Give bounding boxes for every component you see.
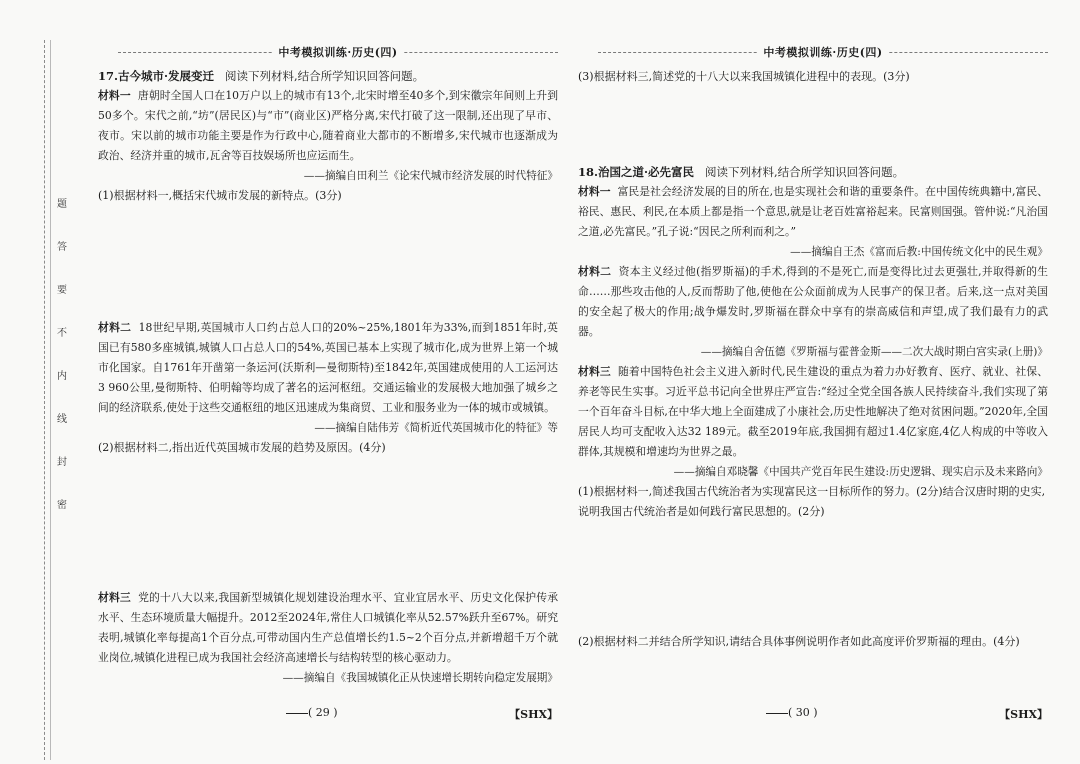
header-title: 中考模拟训练·历史(四) bbox=[757, 44, 888, 60]
q17-theme: 古今城市·发展变迁 bbox=[118, 69, 215, 83]
page-number-rule bbox=[766, 713, 788, 714]
q18-theme: 治国之道·必先富民 bbox=[598, 165, 695, 179]
q18-title bbox=[578, 163, 1048, 182]
q18-number: 18. bbox=[578, 165, 599, 179]
q17-material-3 bbox=[98, 588, 558, 668]
q18-material-2 bbox=[578, 262, 1048, 342]
q18-material-1 bbox=[578, 182, 1048, 242]
binding-char: 要 bbox=[57, 285, 67, 296]
answer-space[interactable] bbox=[98, 458, 558, 588]
material-label: 材料二 bbox=[578, 265, 612, 278]
right-page bbox=[578, 36, 1048, 652]
binding-margin-text bbox=[54, 200, 70, 511]
right-page-header bbox=[598, 36, 1048, 59]
binding-char: 题 bbox=[57, 199, 67, 210]
material-text: 党的十八大以来,我国新型城镇化规划建设治理水平、宜业宜居水平、历史文化保护传承水平、生态环境质量大幅提升。2012至2024年,常住人口城镇化率从52.57%跃升至67%。研究表明,城镇化率每提高1个百分点,可带动国内生产总值增长约1.5~2个百分点,并新增超千万个就业岗位,城镇化进程已成为我国社会经济高速增长与结构转型的核心驱动力。 bbox=[98, 591, 559, 664]
q17-material-2-source: ——摘编自陆伟芳《简析近代英国城市化的特征》等 bbox=[314, 422, 558, 434]
q17-number: 17. bbox=[98, 69, 119, 83]
q18-material-1-source: ——摘编自王杰《富而后教:中国传统文化中的民生观》 bbox=[790, 246, 1048, 258]
binding-dashed-line bbox=[44, 40, 46, 760]
q17-subquestion-3: (3)根据材料三,简述党的十八大以来我国城镇化进程中的表现。(3分) bbox=[578, 70, 910, 83]
q18-material-3-source: ——摘编自邓晓馨《中国共产党百年民生建设:历史逻辑、现实启示及未来路向》 bbox=[673, 466, 1048, 478]
q17-material-3-source: ——摘编自《我国城镇化正从快速增长期转向稳定发展期》 bbox=[282, 672, 558, 684]
binding-char: 线 bbox=[57, 414, 67, 425]
material-text: 随着中国特色社会主义进入新时代,民生建设的重点为着力办好教育、医疗、就业、社保、养老等民生实事。习近平总书记向全世界庄严宣告:“经过全党全国各族人民持续奋斗,我们实现了第一个百年奋斗目标,在中华大地上全面建成了小康社会,历史性地解决了绝对贫困问题。”2020年,全国居民人均可支配收入达32 189元。截至2019年底,我国拥有超过1.4亿家庭,4亿人构成的中等收入群体,其规模和增速均为世界之最。 bbox=[578, 365, 1049, 458]
q18-subquestion-1: (1)根据材料一,简述我国古代统治者为实现富民这一目标所作的努力。(2分)结合汉唐时期的史实,说明我国古代统治者是如何践行富民思想的。(2分) bbox=[578, 485, 1046, 518]
q17-subquestion-2: (2)根据材料二,指出近代英国城市发展的趋势及原因。(4分) bbox=[98, 441, 386, 454]
material-label: 材料三 bbox=[98, 591, 131, 604]
material-label: 材料二 bbox=[98, 321, 132, 334]
left-page bbox=[98, 36, 558, 688]
material-text: 18世纪早期,英国城市人口约占总人口的20%~25%,1801年为33%,而到1851年时,英国已有580多座城镇,城镇人口占总人口的54%,英国已基本上实现了城市化,成为世界上第一个城市化国家。自1761年开凿第一条运河(沃斯利—曼彻斯特)至1842年,英国建成使用的人工运河达3 960公里,曼彻斯特、伯明翰等均成了著名的运河枢纽。交通运输业的发展极大地加强了城乡之间的经济联系,使处于这些交通枢纽的地区迅速成为集商贸、工业和服务业为一体的城市或城镇。 bbox=[98, 321, 558, 414]
material-text: 唐朝时全国人口在10万户以上的城市有13个,北宋时增至40多个,到宋徽宗年间则上升到50多个。宋代之前,“坊”(居民区)与“市”(商业区)严格分离,宋代打破了这一限制,还出现了早市、夜市。宋以前的城市功能主要是作为行政中心,随着商业大都市的不断增多,宋代城市也逐渐成为政治、经济并重的城市,瓦舍等百技娱场所也应运而生。 bbox=[98, 89, 558, 162]
binding-char: 不 bbox=[57, 328, 67, 339]
binding-char: 封 bbox=[57, 457, 67, 468]
q17-title bbox=[98, 67, 558, 86]
edition-code: 【SHX】 bbox=[999, 708, 1048, 721]
q17-subquestion-1: (1)根据材料一,概括宋代城市发展的新特点。(3分) bbox=[98, 189, 342, 202]
answer-space[interactable] bbox=[98, 206, 558, 318]
material-text: 富民是社会经济发展的目的所在,也是实现社会和谐的重要条件。在中国传统典籍中,富民、裕民、惠民、利民,在本质上都是指一个意思,就是让老百姓富裕起来。民富则国强。管仲说:“凡治国之道,必先富民。”孔子说:“因民之所利而利之。” bbox=[578, 185, 1048, 238]
q17-material-1 bbox=[98, 86, 558, 166]
q18-material-3 bbox=[578, 362, 1048, 462]
page-number-value: 30 bbox=[795, 706, 810, 719]
edition-code: 【SHX】 bbox=[509, 708, 558, 721]
q17-material-1-source: ——摘编自田利兰《论宋代城市经济发展的时代特征》 bbox=[303, 170, 558, 182]
answer-space[interactable] bbox=[578, 522, 1048, 632]
material-label: 材料一 bbox=[98, 89, 131, 102]
q17-material-2 bbox=[98, 318, 558, 418]
page-number-rule bbox=[286, 713, 308, 714]
binding-char: 答 bbox=[57, 242, 67, 253]
material-label: 材料三 bbox=[578, 365, 611, 378]
q17-instruction: 阅读下列材料,结合所学知识回答问题。 bbox=[225, 69, 425, 83]
header-title: 中考模拟训练·历史(四) bbox=[272, 44, 403, 60]
q18-subquestion-2: (2)根据材料二并结合所学知识,请结合具体事例说明作者如此高度评价罗斯福的理由。(4分) bbox=[578, 635, 1020, 648]
page-number: ( 30 ) bbox=[766, 706, 818, 719]
material-label: 材料一 bbox=[578, 185, 611, 198]
q18-material-2-source: ——摘编自舍伍德《罗斯福与霍普金斯——二次大战时期白宫实录(上册)》 bbox=[700, 346, 1048, 358]
answer-space[interactable] bbox=[578, 87, 1048, 149]
q18-instruction: 阅读下列材料,结合所学知识回答问题。 bbox=[705, 165, 905, 179]
page-number-value: 29 bbox=[315, 706, 330, 719]
binding-char: 内 bbox=[57, 371, 67, 382]
binding-char: 密 bbox=[57, 500, 67, 511]
material-text: 资本主义经过他(指罗斯福)的手术,得到的不是死亡,而是变得比过去更强壮,并取得新的生命……那些攻击他的人,反而帮助了他,使他在公众面前成为人民事产的保卫者。后来,这一点对美国的安全起了极大的作用;战争爆发时,罗斯福在群众中享有的崇高威信和声望,成了我们最有力的武器。 bbox=[578, 265, 1049, 338]
page-number: ( 29 ) bbox=[286, 706, 338, 719]
binding-solid-line bbox=[50, 40, 52, 760]
left-page-header bbox=[118, 36, 558, 59]
